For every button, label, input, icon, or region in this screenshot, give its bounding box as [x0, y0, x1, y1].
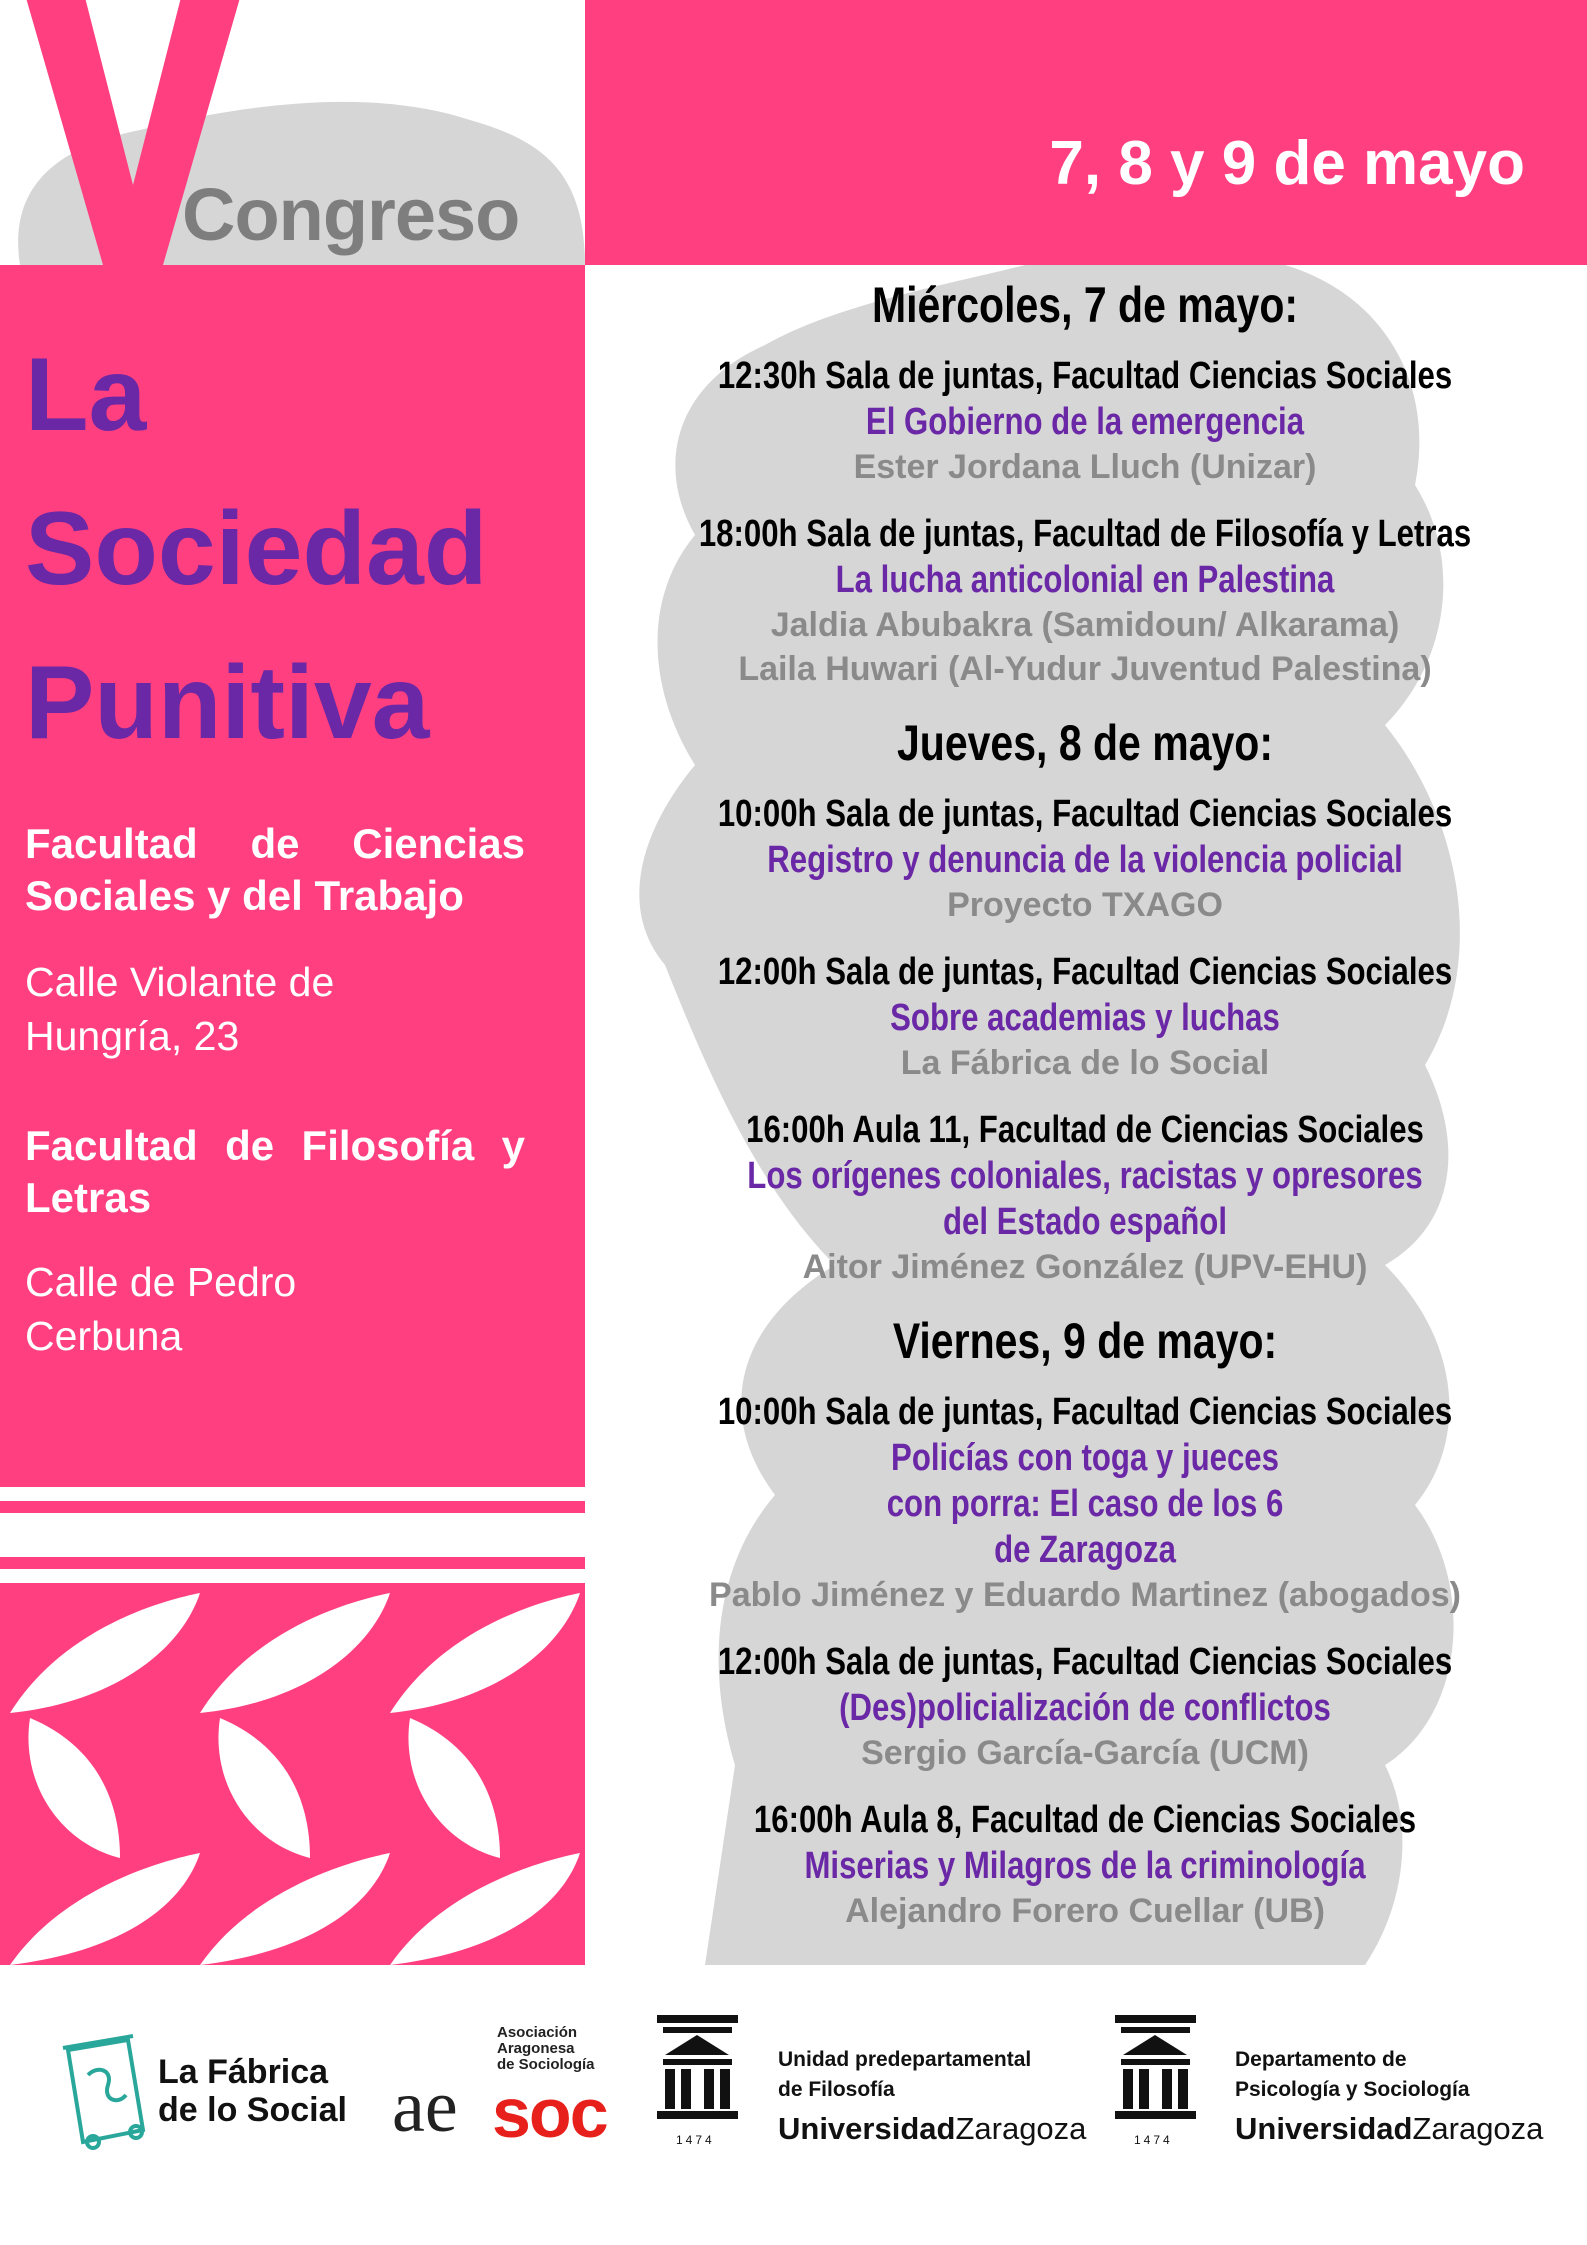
crest-year: 1474 — [676, 2133, 715, 2147]
university-crest-icon — [1113, 2015, 1198, 2125]
unit-line: Unidad predepartamental — [778, 2048, 1032, 2071]
fabrica-line: La Fábrica — [158, 2053, 329, 2091]
venue-name: Facultad de Filosofía y Letras — [25, 1122, 525, 1221]
venue-address: Calle de Pedro Cerbuna — [25, 1259, 297, 1359]
city-word: Zaragoza — [1412, 2111, 1544, 2146]
divider-stripe — [0, 1487, 585, 1501]
event — [600, 511, 1570, 691]
event — [600, 949, 1570, 1085]
event-speaker: Jaldia Abubakra (Samidoun/ Alkarama) — [770, 606, 1400, 644]
crest-year: 1474 — [1134, 2133, 1173, 2147]
university-word: Universidad — [778, 2111, 956, 2146]
event-time-place: 12:00h Sala de juntas, Facultad Ciencias Sociales — [717, 1641, 1453, 1683]
venue-name: Facultad de Ciencias Sociales y del Trabajo — [25, 820, 525, 919]
divider-stripe — [0, 1513, 585, 1557]
event-time-place: 10:00h Sala de juntas, Facultad Ciencias Sociales — [717, 1391, 1453, 1433]
congress-title — [25, 318, 487, 780]
recycle-bin-icon — [48, 2020, 158, 2150]
event — [600, 1107, 1570, 1289]
city-word: Zaragoza — [955, 2111, 1087, 2146]
day-heading: Viernes, 9 de mayo: — [892, 1313, 1278, 1369]
fabrica-line: de lo Social — [158, 2091, 347, 2129]
schedule — [600, 275, 1570, 1955]
divider-stripe — [0, 1569, 585, 1583]
aesoc-mark: ae — [392, 2066, 458, 2148]
university-crest-icon — [655, 2015, 740, 2125]
unit-name — [1235, 2045, 1470, 2105]
event-speaker: Ester Jordana Lluch (Unizar) — [853, 448, 1317, 486]
aesoc-association-name — [497, 2025, 595, 2073]
university-name — [778, 2111, 1086, 2147]
university-word: Universidad — [1235, 2111, 1413, 2146]
day-heading: Jueves, 8 de mayo: — [896, 715, 1274, 771]
event — [600, 1639, 1570, 1775]
aesoc-soc: soc — [492, 2074, 607, 2152]
event-time-place: 12:00h Sala de juntas, Facultad Ciencias Sociales — [717, 951, 1453, 993]
day-heading: Miércoles, 7 de mayo: — [871, 277, 1299, 333]
congress-label: Congreso — [182, 173, 520, 256]
footer-logos — [0, 1965, 1587, 2245]
venue-address: Calle Violante de Hungría, 23 — [25, 959, 335, 1059]
event-title: Policías con toga y jueces con porra: El caso de los 6 de Zaragoza — [886, 1437, 1284, 1571]
header-left — [0, 0, 585, 265]
event-speaker: La Fábrica de lo Social — [900, 1044, 1270, 1082]
university-name — [1235, 2111, 1543, 2147]
aesoc-line: de Sociología — [497, 2056, 595, 2073]
event-time-place: 18:00h Sala de juntas, Facultad de Filosofía y Letras — [698, 513, 1472, 555]
aesoc-line: Asociación — [497, 2024, 578, 2041]
event-time-place: 12:30h Sala de juntas, Facultad Ciencias Sociales — [717, 355, 1453, 397]
event-time-place: 10:00h Sala de juntas, Facultad Ciencias Sociales — [717, 793, 1453, 835]
event-title: El Gobierno de la emergencia — [865, 401, 1305, 443]
event — [600, 791, 1570, 927]
aesoc-line: Aragonesa — [497, 2040, 575, 2057]
event — [600, 353, 1570, 489]
unit-line: Psicología y Sociología — [1235, 2078, 1470, 2101]
event-title: (Des)policialización de conflictos — [839, 1687, 1331, 1729]
fabrica-logo-text — [158, 2053, 347, 2129]
title-line: Sociedad — [25, 491, 488, 607]
unit-line: Departamento de — [1235, 2048, 1407, 2071]
event — [600, 1389, 1570, 1617]
event-title: Sobre academias y luchas — [890, 997, 1280, 1039]
unit-name — [778, 2045, 1031, 2105]
event-time-place: 16:00h Aula 8, Facultad de Ciencias Sociales — [753, 1799, 1417, 1841]
event-speaker: Sergio García-García (UCM) — [861, 1734, 1309, 1772]
leaf-pattern — [0, 1593, 585, 1965]
aesoc-logo — [372, 2013, 622, 2173]
event-title: Miserias y Milagros de la criminología — [804, 1845, 1366, 1887]
event-dates: 7, 8 y 9 de mayo — [1049, 129, 1525, 198]
event-speaker: Pablo Jiménez y Eduardo Martinez (abogados) — [709, 1576, 1461, 1614]
event-title: La lucha anticolonial en Palestina — [835, 559, 1335, 601]
event-title: Registro y denuncia de la violencia policial — [767, 839, 1403, 881]
event-speaker: Proyecto TXAGO — [947, 886, 1223, 924]
title-line: Punitiva — [25, 645, 430, 761]
title-line: La — [25, 337, 147, 453]
event-speaker: Laila Huwari (Al-Yudur Juventud Palestina) — [738, 650, 1432, 688]
event-speaker: Alejandro Forero Cuellar (UB) — [845, 1892, 1325, 1930]
event-title: Los orígenes coloniales, racistas y opresores del Estado español — [747, 1155, 1423, 1243]
event — [600, 1797, 1570, 1933]
event-speaker: Aitor Jiménez González (UPV-EHU) — [802, 1248, 1368, 1286]
unit-line: de Filosofía — [778, 2078, 895, 2101]
event-time-place: 16:00h Aula 11, Facultad de Ciencias Sociales — [746, 1109, 1424, 1151]
